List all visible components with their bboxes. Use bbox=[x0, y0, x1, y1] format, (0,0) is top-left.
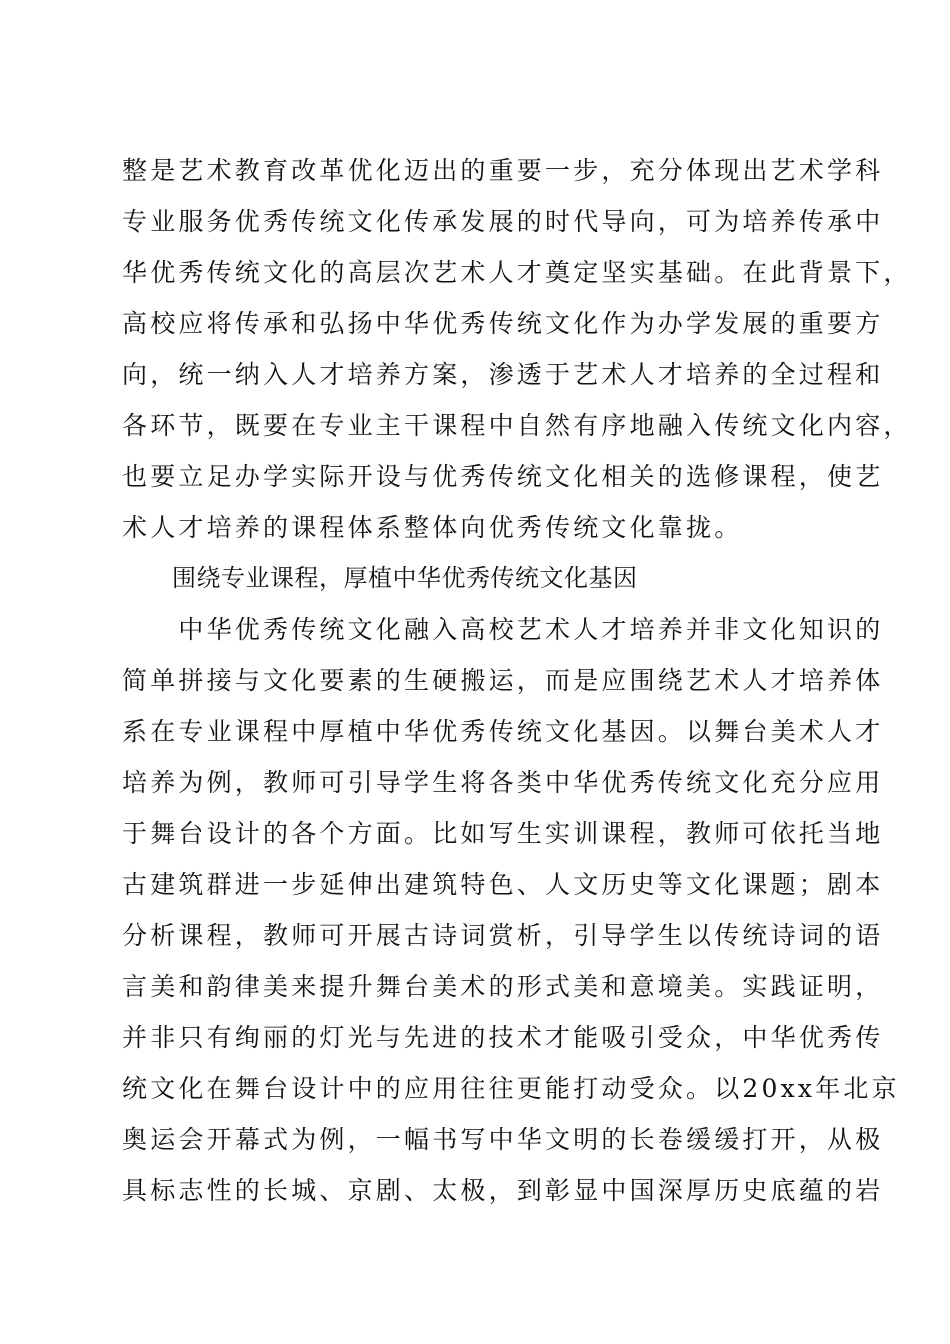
section-heading: 围绕专业课程，厚植中华优秀传统文化基因 bbox=[172, 564, 638, 592]
paragraph-2 bbox=[122, 604, 900, 1216]
text-line: 各环节，既要在专业主干课程中自然有序地融入传统文化内容， bbox=[122, 411, 912, 440]
text-line: 中华优秀传统文化融入高校艺术人才培养并非文化知识的 bbox=[122, 615, 884, 644]
text-line: 术人才培养的课程体系整体向优秀传统文化靠拢。 bbox=[122, 513, 743, 542]
text-line: 高校应将传承和弘扬中华优秀传统文化作为办学发展的重要方 bbox=[122, 309, 884, 338]
text-line: 古建筑群进一步延伸出建筑特色、人文历史等文化课题；剧本 bbox=[122, 870, 884, 899]
text-line: 专业服务优秀传统文化传承发展的时代导向，可为培养传承中 bbox=[122, 207, 884, 236]
text-line: 也要立足办学实际开设与优秀传统文化相关的选修课程，使艺 bbox=[122, 462, 884, 491]
text-line: 并非只有绚丽的灯光与先进的技术才能吸引受众，中华优秀传 bbox=[122, 1023, 884, 1052]
text-line: 培养为例，教师可引导学生将各类中华优秀传统文化充分应用 bbox=[122, 768, 884, 797]
text-line: 奥运会开幕式为例，一幅书写中华文明的长卷缓缓打开，从极 bbox=[122, 1125, 884, 1154]
text-line: 于舞台设计的各个方面。比如写生实训课程，教师可依托当地 bbox=[122, 819, 884, 848]
text-line: 华优秀传统文化的高层次艺术人才奠定坚实基础。在此背景下， bbox=[122, 258, 912, 287]
text-line: 向，统一纳入人才培养方案，渗透于艺术人才培养的全过程和 bbox=[122, 360, 884, 389]
text-line: 整是艺术教育改革优化迈出的重要一步，充分体现出艺术学科 bbox=[122, 156, 884, 185]
text-line: 分析课程，教师可开展古诗词赏析，引导学生以传统诗词的语 bbox=[122, 921, 884, 950]
text-line: 具标志性的长城、京剧、太极，到彰显中国深厚历史底蕴的岩 bbox=[122, 1176, 884, 1205]
text-line: 言美和韵律美来提升舞台美术的形式美和意境美。实践证明， bbox=[122, 972, 884, 1001]
body-text bbox=[122, 145, 912, 1216]
paragraph-1 bbox=[122, 145, 912, 553]
text-line: 统文化在舞台设计中的应用往往更能打动受众。以20xx年北京 bbox=[122, 1074, 900, 1103]
text-line: 简单拼接与文化要素的生硬搬运，而是应围绕艺术人才培养体 bbox=[122, 666, 884, 695]
text-line: 系在专业课程中厚植中华优秀传统文化基因。以舞台美术人才 bbox=[122, 717, 884, 746]
